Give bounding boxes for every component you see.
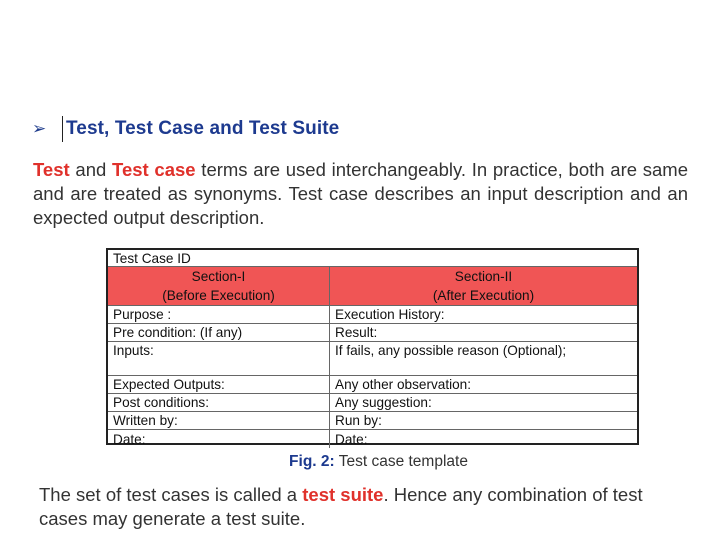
table-row bbox=[108, 376, 637, 394]
table-row bbox=[108, 412, 637, 430]
table-row bbox=[108, 394, 637, 412]
intro-and: and bbox=[69, 159, 113, 180]
term-test-case: Test case bbox=[112, 159, 196, 180]
section-1-header bbox=[108, 267, 330, 305]
test-case-template-table bbox=[106, 248, 639, 445]
table-row bbox=[108, 342, 637, 376]
cell-date-left: Date: bbox=[108, 430, 330, 448]
cell-suggestion: Any suggestion: bbox=[335, 395, 432, 410]
section-1-title: Section-I bbox=[191, 269, 246, 284]
cell-date-right: Date: bbox=[335, 431, 368, 447]
cell-result: Result: bbox=[335, 325, 378, 340]
cell-written-by: Written by: bbox=[108, 412, 330, 429]
cell-execution-history: Execution History: bbox=[335, 307, 445, 322]
heading-title: Test, Test Case and Test Suite bbox=[66, 118, 340, 139]
intro-paragraph bbox=[33, 158, 688, 230]
intro-rest: terms are used interchangeably. In practice, both are same and are treated as synonyms. Test case describes an input description and an expected output description. bbox=[33, 159, 688, 228]
cell-fail-reason: If fails, any possible reason (Optional); bbox=[335, 343, 567, 358]
cell-inputs: Inputs: bbox=[108, 342, 330, 375]
caption-label: Fig. 2: bbox=[289, 453, 335, 470]
text-cursor bbox=[62, 116, 63, 142]
section-2-subtitle: (After Execution) bbox=[432, 288, 535, 303]
table-row-sections bbox=[108, 267, 637, 306]
section-1-subtitle: (Before Execution) bbox=[162, 288, 275, 303]
conclusion-paragraph bbox=[39, 483, 694, 531]
table-row bbox=[108, 324, 637, 342]
table-row bbox=[108, 306, 637, 324]
section-2-title: Section-II bbox=[454, 269, 513, 284]
term-test-suite: test suite bbox=[302, 484, 384, 505]
term-test: Test bbox=[33, 159, 70, 180]
conclusion-before: The set of test cases is called a bbox=[39, 484, 303, 505]
arrow-bullet-icon: ➢ bbox=[32, 119, 47, 138]
cell-post-conditions: Post conditions: bbox=[108, 394, 330, 411]
cell-pre-condition: Pre condition: (If any) bbox=[108, 324, 330, 341]
test-case-id-label: Test Case ID bbox=[113, 250, 191, 266]
figure-caption bbox=[0, 453, 720, 471]
section-2-header bbox=[330, 267, 637, 305]
section-heading bbox=[32, 114, 339, 144]
caption-text: Test case template bbox=[334, 453, 468, 470]
cell-run-by: Run by: bbox=[335, 413, 382, 428]
table-row bbox=[108, 430, 637, 448]
cell-expected-outputs: Expected Outputs: bbox=[108, 376, 330, 393]
table-row-id bbox=[108, 250, 637, 267]
cell-other-observation: Any other observation: bbox=[335, 377, 472, 392]
conclusion-after: . Hence any combination of test cases may generate a test suite. bbox=[39, 484, 643, 529]
cell-purpose: Purpose : bbox=[108, 306, 330, 323]
